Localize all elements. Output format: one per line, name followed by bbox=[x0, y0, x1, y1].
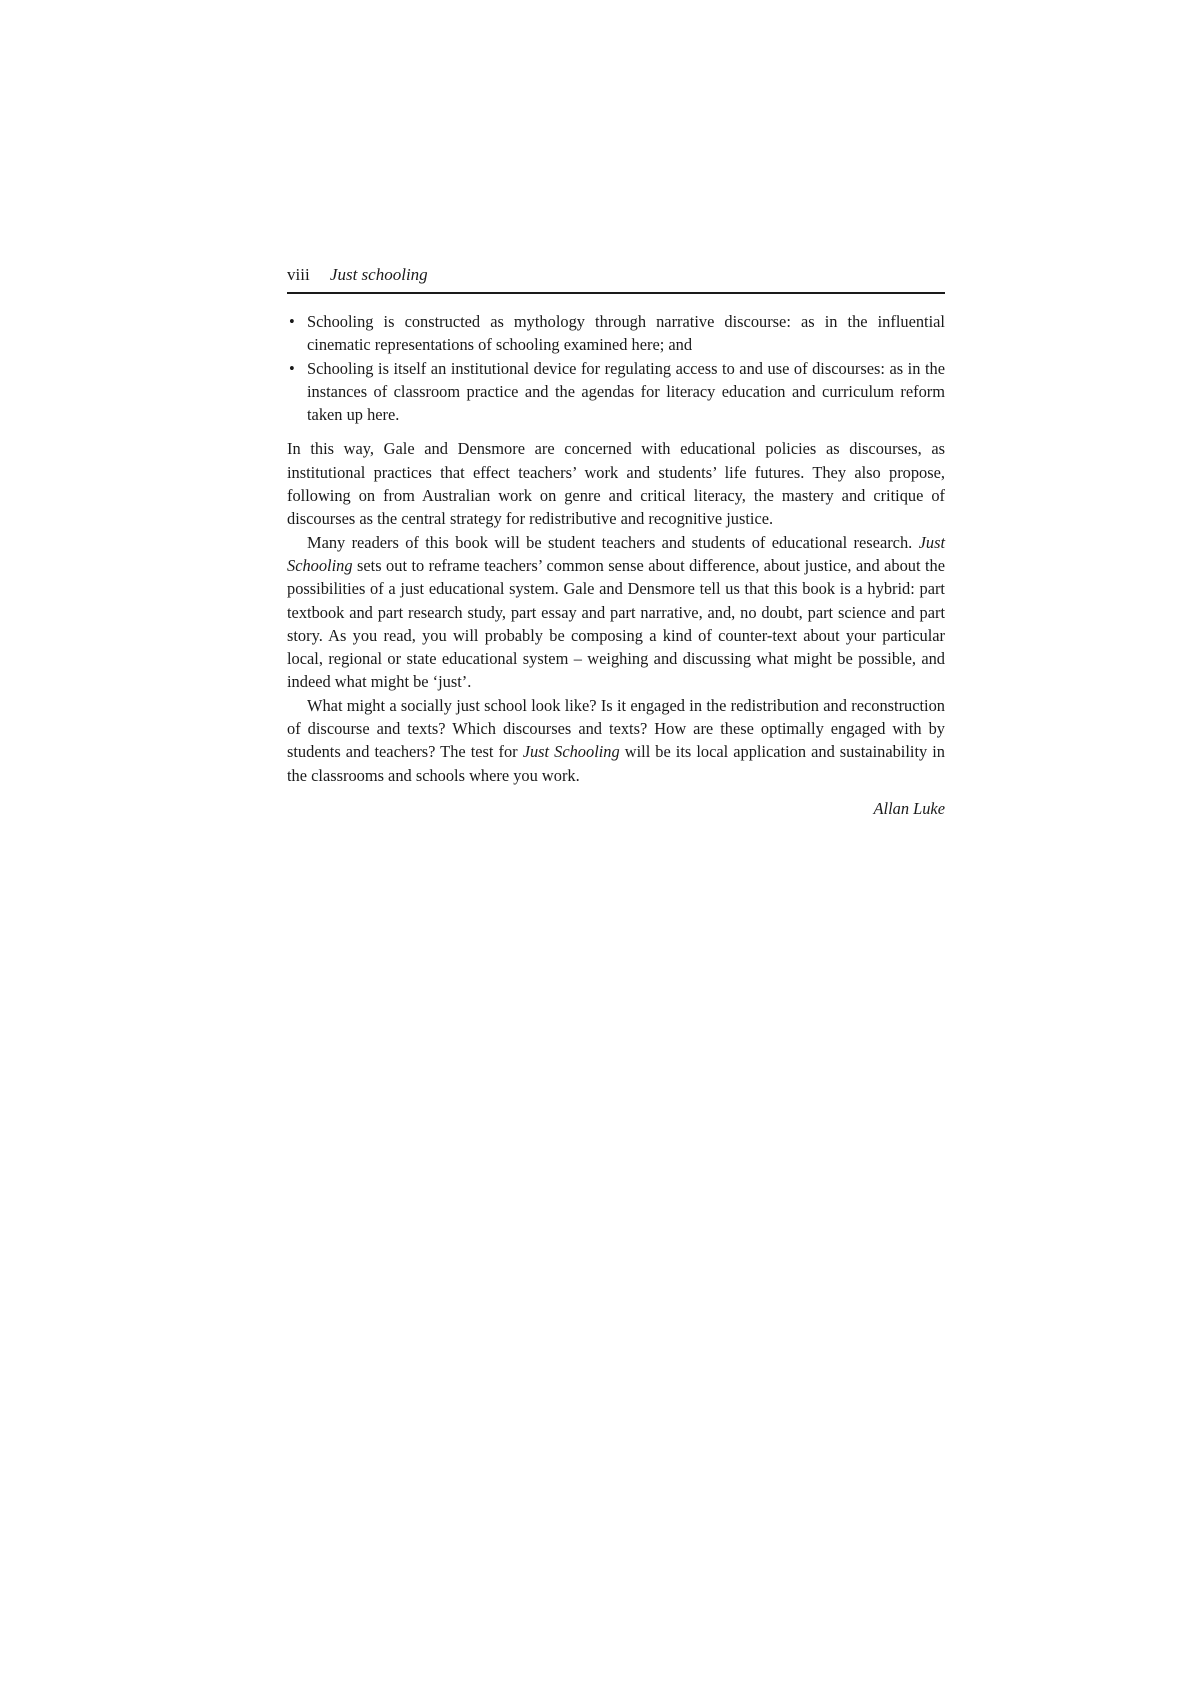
page-number: viii bbox=[287, 265, 310, 284]
bullet-icon: • bbox=[289, 358, 295, 378]
book-title: Just Schooling bbox=[287, 532, 945, 575]
paragraph-text: will be its local application and sustainability in the classrooms and schools where you work. bbox=[287, 742, 946, 785]
paragraph-text: What might a socially just school look like? Is it engaged in the redistribution and reconstruction of discourse and texts? Which discourses and texts? How are these optimally engaged with by students and teachers? The test for bbox=[287, 695, 945, 762]
running-title: Just schooling bbox=[329, 265, 428, 284]
author-signature: Allan Luke bbox=[873, 798, 945, 818]
bullet-icon: • bbox=[289, 312, 295, 331]
page-header bbox=[287, 262, 945, 294]
list-item bbox=[287, 310, 945, 357]
paragraph-text: sets out to reframe teachers’ common sense about difference, about justice, and about the possibilities of a just educational system. Gale and Densmore tell us that this book is a hybrid: part textbook and part research study, part essay and part narrative, and, no doubt, part science and part story. As you read, you will probably be composing a kind of counter-text about your particular local, regional or state educational system – weighing and discussing what might be possible, and indeed what might be ‘just’. bbox=[287, 555, 945, 692]
bullet-text: Schooling is itself an institutional device for regulating access to and use of discourses: as in the instances of classroom practice and the agendas for literacy education and curriculum reform taken up here. bbox=[307, 358, 945, 425]
paragraph-readers bbox=[287, 531, 945, 694]
paragraph-text: Many readers of this book will be student teachers and students of educational research. bbox=[307, 532, 919, 552]
bullet-list bbox=[287, 310, 945, 426]
list-item bbox=[287, 357, 945, 427]
book-title: Just Schooling bbox=[522, 742, 620, 762]
paragraph-policies: In this way, Gale and Densmore are concerned with educational policies as discourses, as institutional practices that effect teachers’ work and students’ life futures. They also propose, following on from Australian work on genre and critical literacy, the mastery and critique of discourses as the central strategy for redistributive and recognitive justice. bbox=[287, 439, 945, 529]
paragraph-just-school bbox=[287, 694, 945, 787]
foreword-body bbox=[287, 310, 945, 820]
bullet-text: Schooling is constructed as mythology through narrative discourse: as in the influential cinematic representations of schooling examined here; and bbox=[307, 312, 945, 355]
